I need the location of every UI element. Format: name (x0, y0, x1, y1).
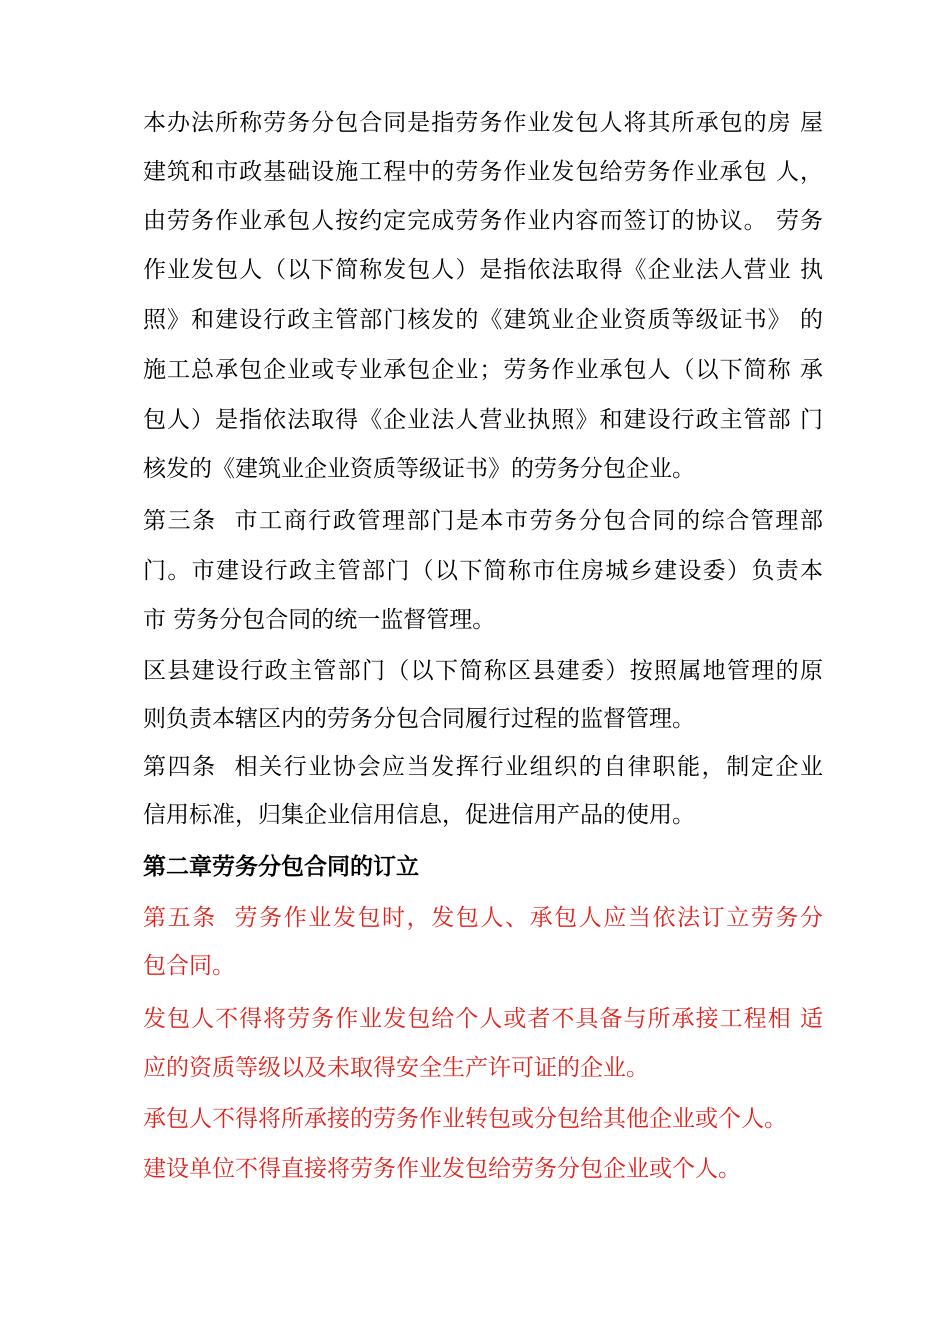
text-line: 第三条 市工商行政管理部门是本市劳务分包合同的综合管理部 (143, 508, 823, 534)
text-line: 应的资质等级以及未取得安全生产许可证的企业。 (143, 1055, 649, 1081)
text-line: 区县建设行政主管部门（以下简称区县建委）按照属地管理的原 (143, 658, 823, 684)
text-line: 信用标准，归集企业信用信息，促进信用产品的使用。 (143, 802, 695, 828)
text-line: 作业发包人（以下简称发包人）是指依法取得《企业法人营业 执 (143, 257, 823, 283)
text-line: 市 劳务分包合同的统一监督管理。 (143, 607, 496, 633)
text-line: 建筑和市政基础设施工程中的劳务作业发包给劳务作业承包 人， (143, 159, 823, 185)
text-line: 第五条 劳务作业发包时，发包人、承包人应当依法订立劳务分 (143, 905, 823, 931)
text-line: 由劳务作业承包人按约定完成劳务作业内容而签订的协议。 劳务 (143, 208, 823, 234)
text-line: 则负责本辖区内的劳务分包合同履行过程的监督管理。 (143, 706, 695, 732)
text-line: 施工总承包企业或专业承包企业；劳务作业承包人（以下简称 承 (143, 357, 823, 383)
text-line: 门。市建设行政主管部门（以下简称市住房城乡建设委）负责本 (143, 558, 823, 584)
text-line: 第四条 相关行业协会应当发挥行业组织的自律职能，制定企业 (143, 754, 823, 780)
text-line: 承包人不得将所承接的劳务作业转包或分包给其他企业或个人。 (143, 1106, 787, 1132)
text-line: 包人）是指依法取得《企业法人营业执照》和建设行政主管部 门 (143, 407, 823, 433)
text-line: 包合同。 (143, 953, 235, 979)
text-line: 核发的《建筑业企业资质等级证书》的劳务分包企业。 (143, 456, 695, 482)
text-line: 建设单位不得直接将劳务作业发包给劳务分包企业或个人。 (143, 1156, 741, 1182)
text-line: 发包人不得将劳务作业发包给个人或者不具备与所承接工程相 适 (143, 1006, 823, 1032)
text-line: 照》和建设行政主管部门核发的《建筑业企业资质等级证书》 的 (143, 307, 823, 333)
chapter-heading: 第二章劳务分包合同的订立 (143, 853, 419, 880)
text-line: 本办法所称劳务分包合同是指劳务作业发包人将其所承包的房 屋 (143, 110, 823, 136)
